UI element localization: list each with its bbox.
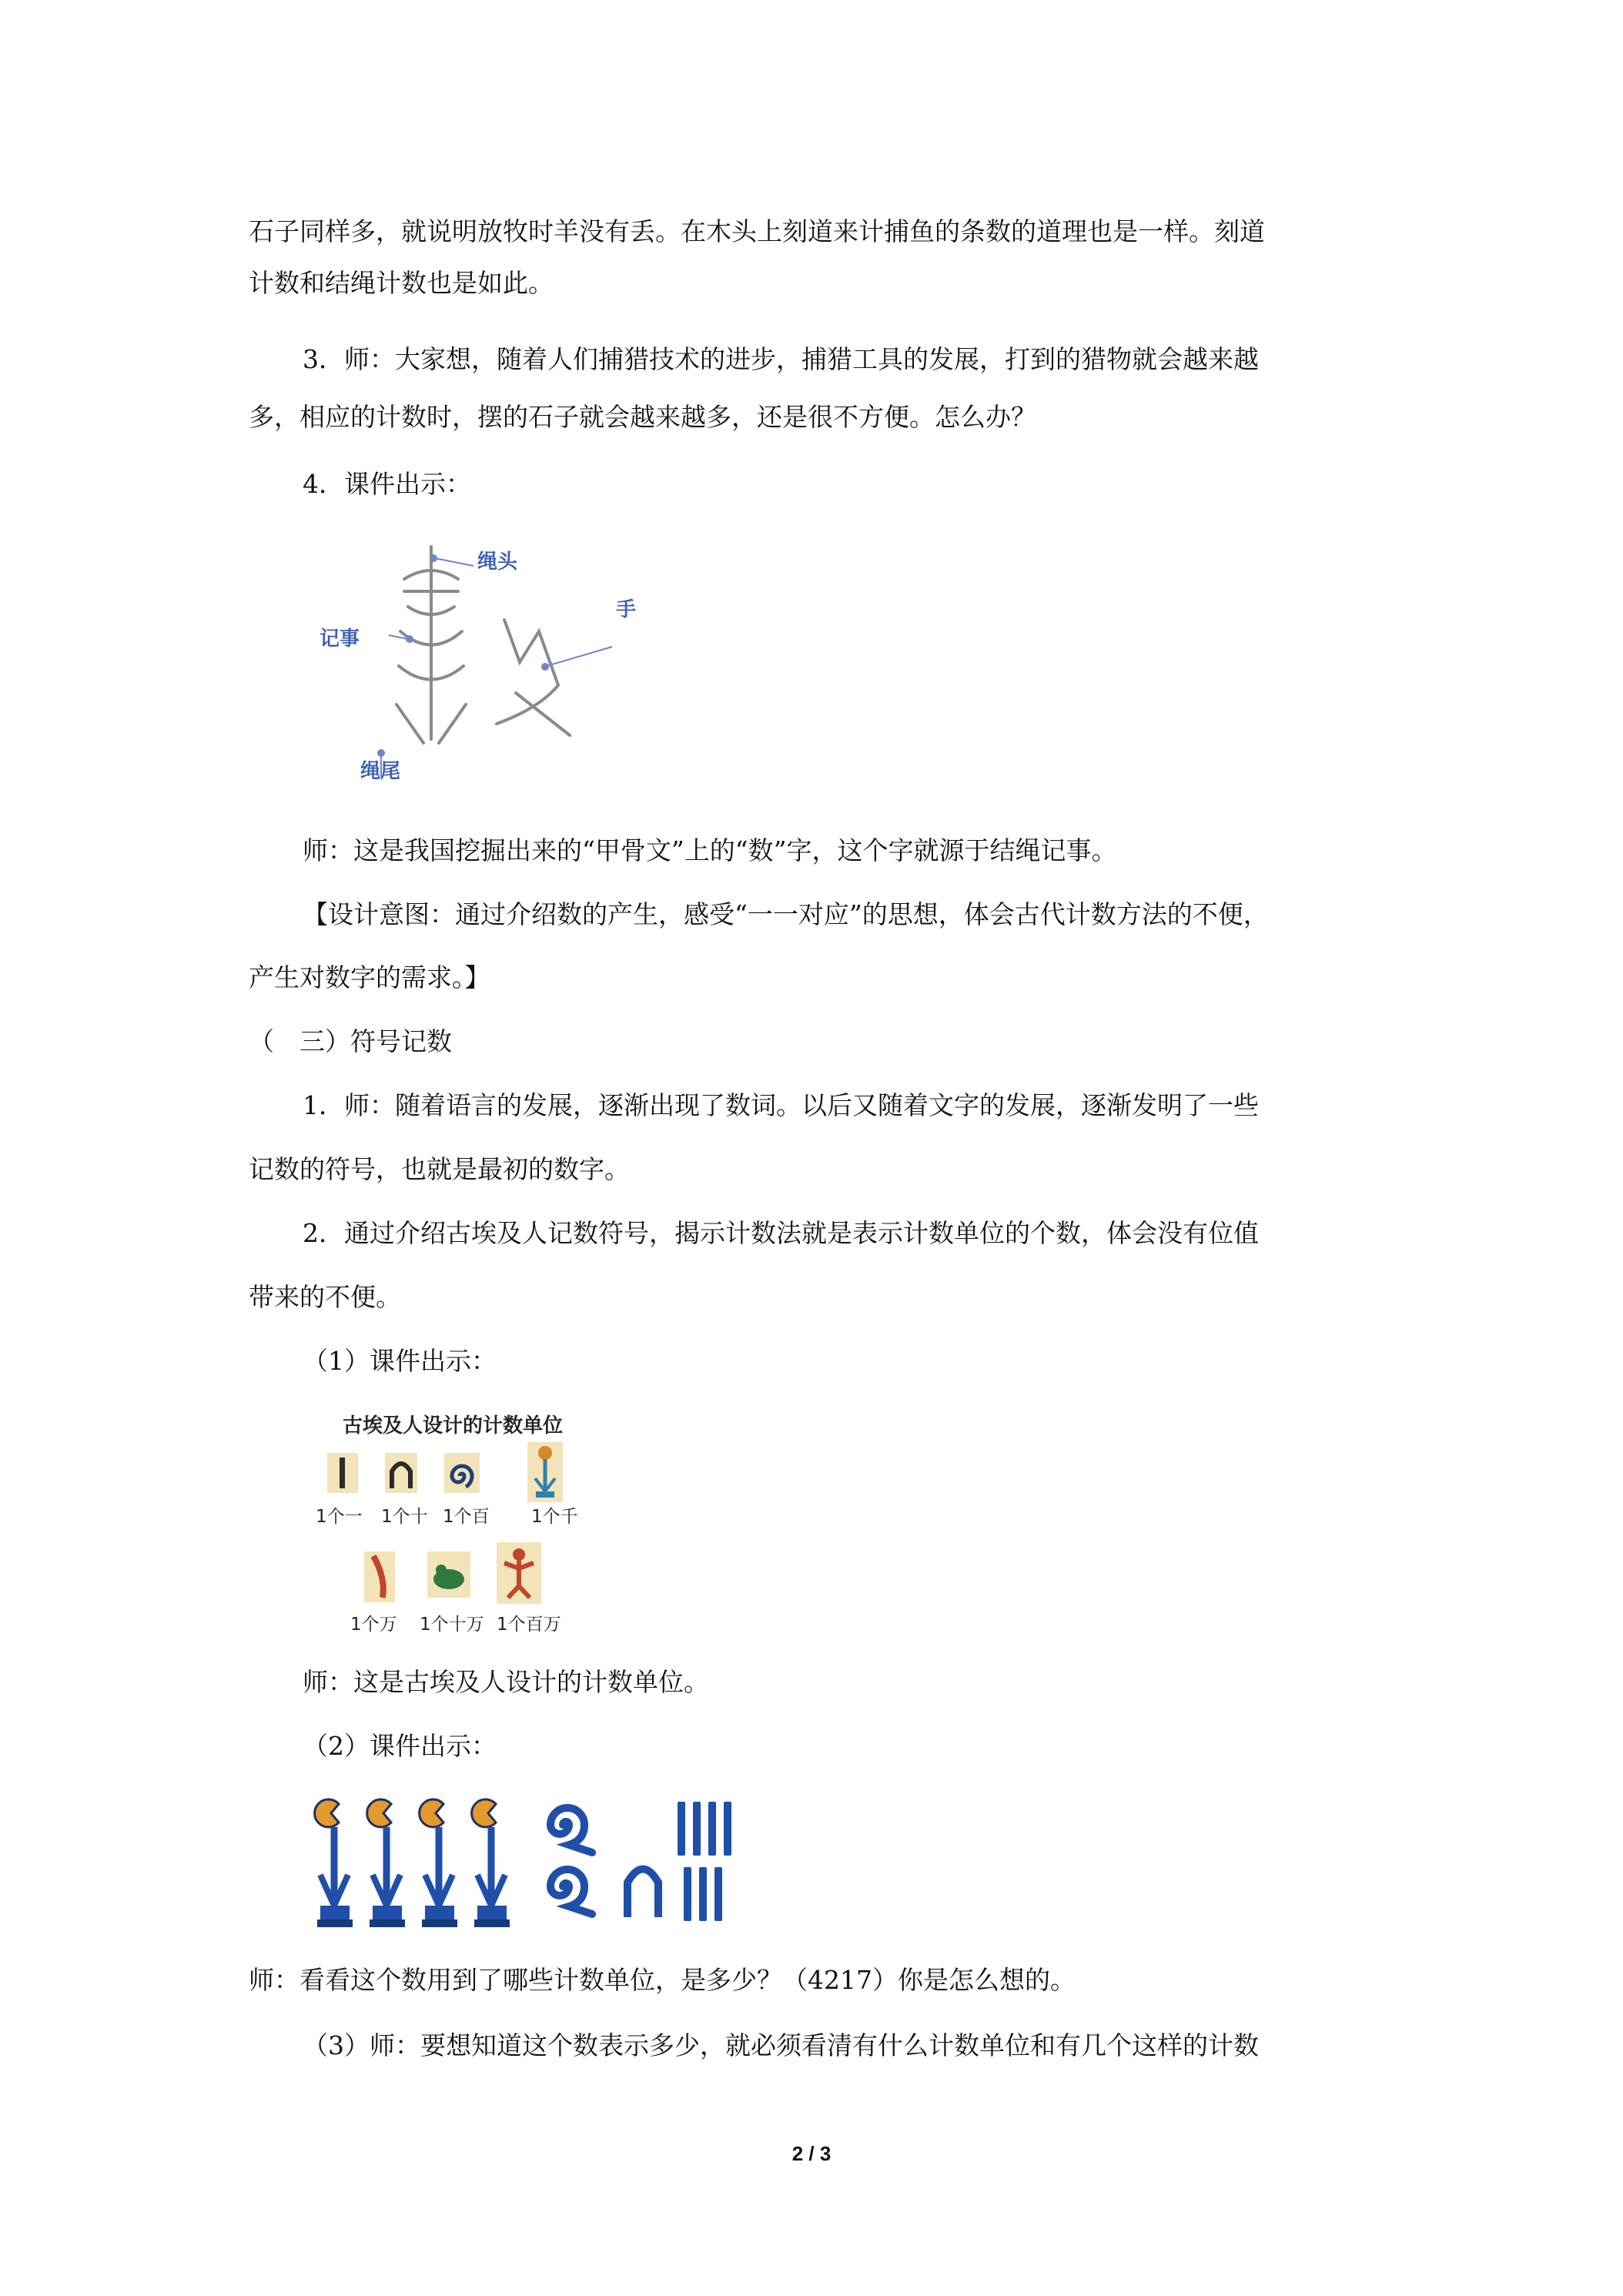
paragraph: 记数的符号，也就是最初的数字。: [249, 1154, 630, 1184]
paragraph: 【设计意图：通过介绍数的产生，感受“一一对应”的思想，体会古代计数方法的不便，: [303, 899, 1269, 929]
label-record: 记事: [320, 628, 360, 651]
unit-thousand-icon: [527, 1442, 563, 1502]
unit-label: 1个百: [443, 1507, 490, 1527]
unit-label: 1个十万: [420, 1615, 484, 1635]
lotus-thousand-icon: [420, 1799, 457, 1927]
unit-ten-icon: [385, 1453, 417, 1493]
egyptian-units-figure: [312, 1405, 635, 1636]
unit-hundred-thousand-icon: [427, 1551, 470, 1598]
label-hand: 手: [616, 598, 637, 621]
page-number: 2 / 3: [791, 2142, 832, 2165]
paragraph: 多，相应的计数时，摆的石子就会越来越多，还是很不方便。怎么办？: [249, 402, 1036, 432]
oracle-bone-figure: [308, 531, 662, 793]
paragraph: 4．课件出示：: [303, 469, 471, 499]
paragraph: （1）课件出示：: [303, 1346, 497, 1376]
paragraph: 师：这是我国挖掘出来的“甲骨文”上的“数”字，这个字就源于结绳记事。: [303, 835, 1117, 865]
lotus-thousand-icon: [315, 1799, 353, 1927]
arch-ten-icon: [627, 1869, 658, 1918]
coil-hundred-icon: [550, 1869, 592, 1914]
section-heading: （ 三）符号记数: [249, 1026, 452, 1056]
unit-label: 1个百万: [497, 1615, 561, 1635]
paragraph: 师：这是古埃及人设计的计数单位。: [303, 1667, 709, 1697]
paragraph: 产生对数字的需求。】: [249, 962, 490, 992]
paragraph: 3．师：大家想，随着人们捕猎技术的进步，捕猎工具的发展，打到的猎物就会越来越: [303, 344, 1259, 374]
lotus-thousand-icon: [367, 1799, 405, 1927]
unit-ten-thousand-icon: [364, 1551, 395, 1602]
figure-title: 古埃及人设计的计数单位: [343, 1414, 564, 1438]
coil-hundred-icon: [550, 1808, 592, 1853]
label-rope-head: 绳头: [477, 551, 518, 574]
unit-one-icon: [327, 1453, 358, 1493]
label-rope-tail: 绳尾: [360, 760, 401, 783]
unit-label: 1个十: [381, 1507, 428, 1527]
unit-label: 1个一: [316, 1507, 363, 1527]
unit-label: 1个千: [531, 1507, 578, 1527]
unit-label: 1个万: [350, 1615, 397, 1635]
lotus-thousand-icon: [472, 1799, 510, 1927]
paragraph: 师：看看这个数用到了哪些计数单位，是多少？（4217）你是怎么想的。: [249, 1965, 1076, 1995]
paragraph: （3）师：要想知道这个数表示多少，就必须看清有什么计数单位和有几个这样的计数: [303, 2030, 1259, 2060]
unit-hundred-icon: [444, 1453, 480, 1493]
paragraph: 计数和结绳计数也是如此。: [249, 268, 554, 298]
paragraph: 2．通过介绍古埃及人记数符号，揭示计数法就是表示计数单位的个数，体会没有位值: [303, 1218, 1259, 1248]
hieroglyph-number-figure: [308, 1786, 770, 1940]
stroke-one-icons: [678, 1802, 731, 1921]
paragraph: 1．师：随着语言的发展，逐渐出现了数词。以后又随着文字的发展，逐渐发明了一些: [303, 1090, 1259, 1120]
paragraph: 带来的不便。: [249, 1282, 401, 1312]
paragraph: （2）课件出示：: [303, 1731, 497, 1761]
unit-million-icon: [497, 1542, 541, 1604]
paragraph: 石子同样多，就说明放牧时羊没有丢。在木头上刻道来计捕鱼的条数的道理也是一样。刻道: [249, 216, 1265, 246]
